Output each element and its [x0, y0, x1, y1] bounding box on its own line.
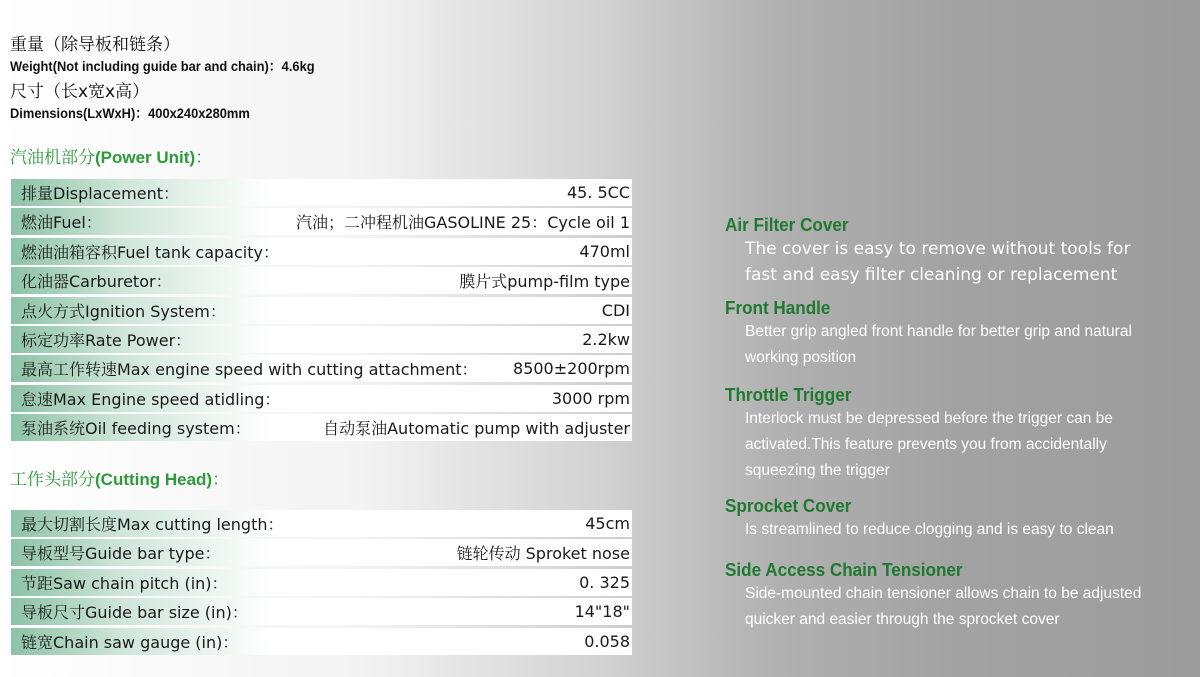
spec-label: 标定功率Rate Power： [21, 330, 192, 350]
cutting-head-title-en: (Cutting Head) [95, 470, 213, 489]
spec-value: 汽油；二冲程机油GASOLINE 25：Cycle oil 1 [295, 213, 630, 233]
spec-value: 自动泵油Automatic pump with adjuster [323, 419, 630, 439]
spec-value: 膜片式pump-film type [459, 272, 630, 292]
feature-throttle-trigger [725, 385, 1185, 484]
spec-label: 排量Displacement： [21, 184, 179, 203]
spec-label: 点火方式Ignition System： [21, 301, 226, 321]
power-unit-table [11, 179, 632, 444]
feature-desc-line: The cover is easy to remove without tools for [745, 239, 1131, 259]
spec-row [11, 598, 632, 625]
spec-row [11, 326, 632, 353]
spec-value: 3000 rpm [551, 388, 630, 408]
feature-side-access-chain-tensioner [725, 560, 1185, 633]
spec-value: CDI [601, 300, 630, 320]
feature-title: Air Filter Cover [725, 215, 849, 235]
spec-row [11, 267, 632, 294]
feature-sprocket-cover [725, 496, 1185, 543]
spec-row [11, 510, 632, 537]
spec-label: 燃油油箱容积Fuel tank capacity： [21, 242, 279, 262]
feature-desc-line: Is streamlined to reduce clogging and is easy to clean [745, 521, 1114, 538]
spec-label: 燃油Fuel： [21, 213, 102, 233]
spec-value: 45. 5CC [566, 183, 630, 202]
feature-desc-line: Better grip angled front handle for better grip and natural [745, 323, 1132, 340]
spec-row [11, 539, 632, 566]
power-unit-title-suffix: ： [195, 148, 213, 168]
spec-row [11, 208, 632, 235]
spec-label: 泵油系统Oil feeding system： [21, 419, 251, 439]
feature-desc-line: fast and easy filter cleaning or replacement [745, 265, 1118, 285]
spec-label: 链宽Chain saw gauge (in)： [21, 632, 239, 652]
feature-title: Throttle Trigger [725, 385, 852, 405]
spec-label: 最高工作转速Max engine speed with cutting attachment： [21, 360, 478, 380]
feature-air-filter-cover [725, 215, 1185, 288]
feature-desc-line: quicker and easier through the sprocket cover [745, 611, 1060, 628]
feature-desc-line: working position [745, 349, 857, 366]
spec-value: 0. 325 [579, 572, 630, 592]
spec-row [11, 385, 632, 412]
spec-row [11, 569, 632, 596]
cutting-head-title [10, 465, 229, 490]
spec-row [11, 297, 632, 324]
feature-title: Side Access Chain Tensioner [725, 560, 963, 580]
spec-value: 8500±200rpm [513, 359, 630, 379]
weight-cn-label: 重量（除导板和链条） [10, 35, 180, 55]
spec-row [11, 238, 632, 265]
power-unit-title [10, 143, 212, 168]
feature-desc-line: squeezing the trigger [745, 462, 890, 479]
cutting-head-title-cn: 工作头部分 [10, 470, 95, 490]
spec-label: 导板型号Guide bar type： [21, 544, 221, 564]
spec-row [11, 414, 632, 441]
dimensions-cn-label: 尺寸（长x宽x高） [10, 82, 150, 102]
feature-desc-line: Side-mounted chain tensioner allows chain to be adjusted [745, 585, 1142, 602]
spec-label: 节距Saw chain pitch (in)： [21, 573, 228, 593]
spec-label: 最大切割长度Max cutting length： [21, 515, 284, 534]
spec-value: 14"18" [574, 602, 630, 622]
feature-front-handle [725, 298, 1185, 371]
feature-desc-line: Interlock must be depressed before the trigger can be [745, 410, 1113, 427]
spec-row [11, 179, 632, 206]
spec-row [11, 628, 632, 655]
spec-label: 导板尺寸Guide bar size (in)： [21, 603, 248, 623]
spec-value: 2.2kw [582, 329, 630, 349]
cutting-head-title-suffix: ： [212, 470, 230, 490]
spec-value: 链轮传动 Sproket nose [456, 544, 630, 564]
spec-value: 470ml [579, 241, 630, 261]
spec-label: 怠速Max Engine speed atidling： [21, 389, 281, 409]
feature-title: Front Handle [725, 298, 831, 318]
spec-value: 45cm [585, 514, 630, 533]
cutting-head-table [11, 510, 632, 657]
feature-title: Sprocket Cover [725, 496, 852, 516]
power-unit-title-en: (Power Unit) [95, 148, 196, 167]
spec-label: 化油器Carburetor： [21, 272, 172, 292]
feature-desc-line: activated.This feature prevents you from accidentally [745, 436, 1107, 453]
power-unit-title-cn: 汽油机部分 [10, 148, 95, 168]
weight-en-label: Weight(Not including guide bar and chain)：4.6kg [10, 58, 315, 74]
dimensions-en-label: Dimensions(LxWxH)：400x240x280mm [10, 105, 250, 121]
spec-row [11, 355, 632, 382]
spec-value: 0.058 [584, 631, 630, 651]
